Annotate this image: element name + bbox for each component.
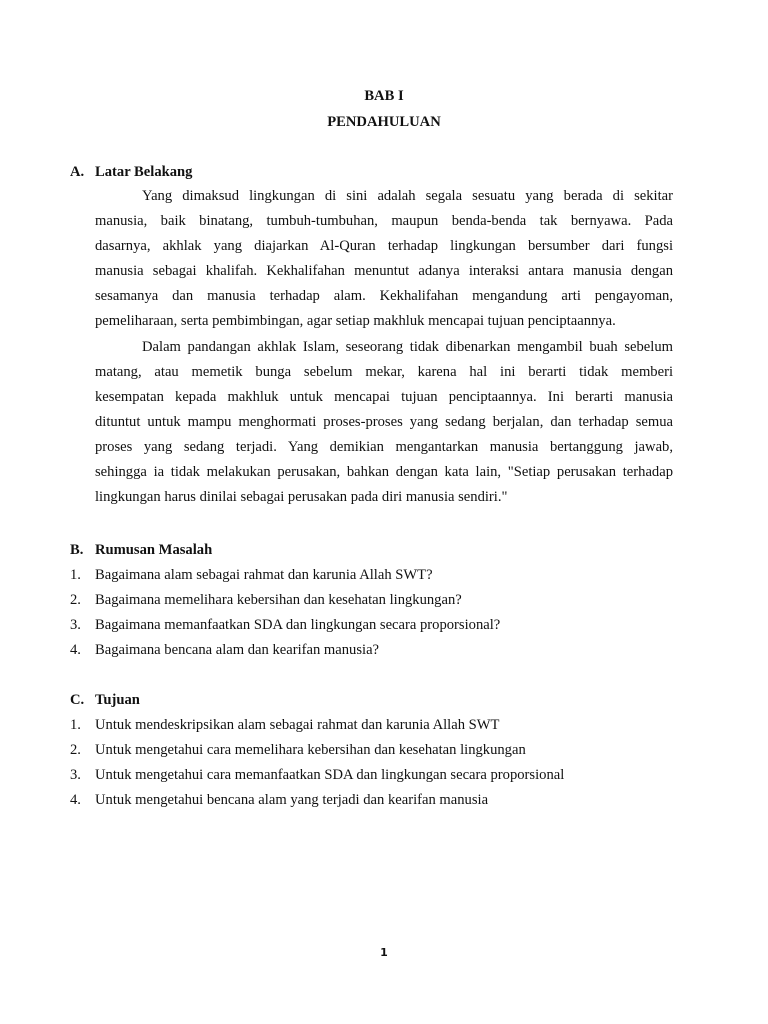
- list-item: Bagaimana memanfaatkan SDA dan lingkungan secara proporsional?: [95, 617, 501, 633]
- page-title: PENDAHULUAN: [327, 114, 441, 130]
- list-item-number: 2.: [70, 592, 81, 608]
- list-item-number: 1.: [70, 567, 81, 583]
- paragraph-line: Yang dimaksud lingkungan di sini adalah segala sesuatu yang berada di sekitar: [142, 188, 673, 204]
- section-b-marker: B.: [70, 542, 84, 558]
- list-item: Untuk mengetahui cara memelihara kebersihan dan kesehatan lingkungan: [95, 742, 526, 758]
- section-a-heading: Latar Belakang: [95, 164, 193, 180]
- paragraph-line: dituntut untuk mampu menghormati proses-proses yang sedang berjalan, dan terhadap semua: [95, 414, 673, 430]
- paragraph-line: pemeliharaan, serta pembimbingan, agar setiap makhluk mencapai tujuan penciptaannya.: [95, 313, 616, 329]
- section-a-marker: A.: [70, 164, 85, 180]
- list-item: Bagaimana memelihara kebersihan dan kesehatan lingkungan?: [95, 592, 462, 608]
- paragraph-line: sesamanya dan manusia terhadap alam. Kekhalifahan mengandung arti pengayoman,: [95, 288, 673, 304]
- list-item: Bagaimana bencana alam dan kearifan manusia?: [95, 642, 380, 658]
- section-a-paragraph-2: [95, 335, 673, 510]
- list-item: Untuk mengetahui bencana alam yang terjadi dan kearifan manusia: [95, 792, 489, 808]
- list-item-number: 2.: [70, 742, 81, 758]
- list-item-number: 3.: [70, 617, 81, 633]
- paragraph-line: manusia, baik binatang, tumbuh-tumbuhan, maupun benda-benda tak bernyawa. Pada: [95, 213, 673, 229]
- list-item-number: 4.: [70, 792, 81, 808]
- list-item-number: 1.: [70, 717, 81, 733]
- paragraph-line: proses yang sedang terjadi. Yang demikian mengantarkan manusia bertanggung jawab,: [95, 439, 673, 455]
- list-item-number: 4.: [70, 642, 81, 658]
- section-c-heading: Tujuan: [95, 692, 140, 708]
- paragraph-line: sehingga ia tidak melakukan perusakan, bahkan dengan kata lain, "Setiap perusakan terhadap: [95, 464, 673, 480]
- chapter-label: BAB I: [364, 88, 404, 104]
- list-item: Bagaimana alam sebagai rahmat dan karunia Allah SWT?: [95, 567, 433, 583]
- section-c-marker: C.: [70, 692, 85, 708]
- page-number: 1: [380, 946, 388, 959]
- paragraph-line: Dalam pandangan akhlak Islam, seseorang tidak dibenarkan mengambil buah sebelum: [142, 339, 673, 355]
- paragraph-line: lingkungan harus dinilai sebagai perusakan pada diri manusia sendiri.": [95, 489, 508, 505]
- list-item: Untuk mengetahui cara memanfaatkan SDA dan lingkungan secara proporsional: [95, 767, 565, 783]
- paragraph-line: manusia sebagai khalifah. Kekhalifahan menuntut adanya interaksi antara manusia dengan: [95, 263, 673, 279]
- paragraph-line: matang, atau memetik bunga sebelum mekar, karena hal ini berarti tidak memberi: [95, 364, 673, 380]
- section-a-paragraph-1: [95, 184, 673, 334]
- paragraph-line: kesempatan kepada makhluk untuk mencapai tujuan penciptaannya. Ini berarti manusia: [95, 389, 673, 405]
- section-b-heading: Rumusan Masalah: [95, 542, 213, 558]
- paragraph-line: dasarnya, akhlak yang diajarkan Al-Quran terhadap lingkungan bersumber dari fungsi: [95, 238, 673, 254]
- list-item: Untuk mendeskripsikan alam sebagai rahmat dan karunia Allah SWT: [95, 717, 500, 733]
- list-item-number: 3.: [70, 767, 81, 783]
